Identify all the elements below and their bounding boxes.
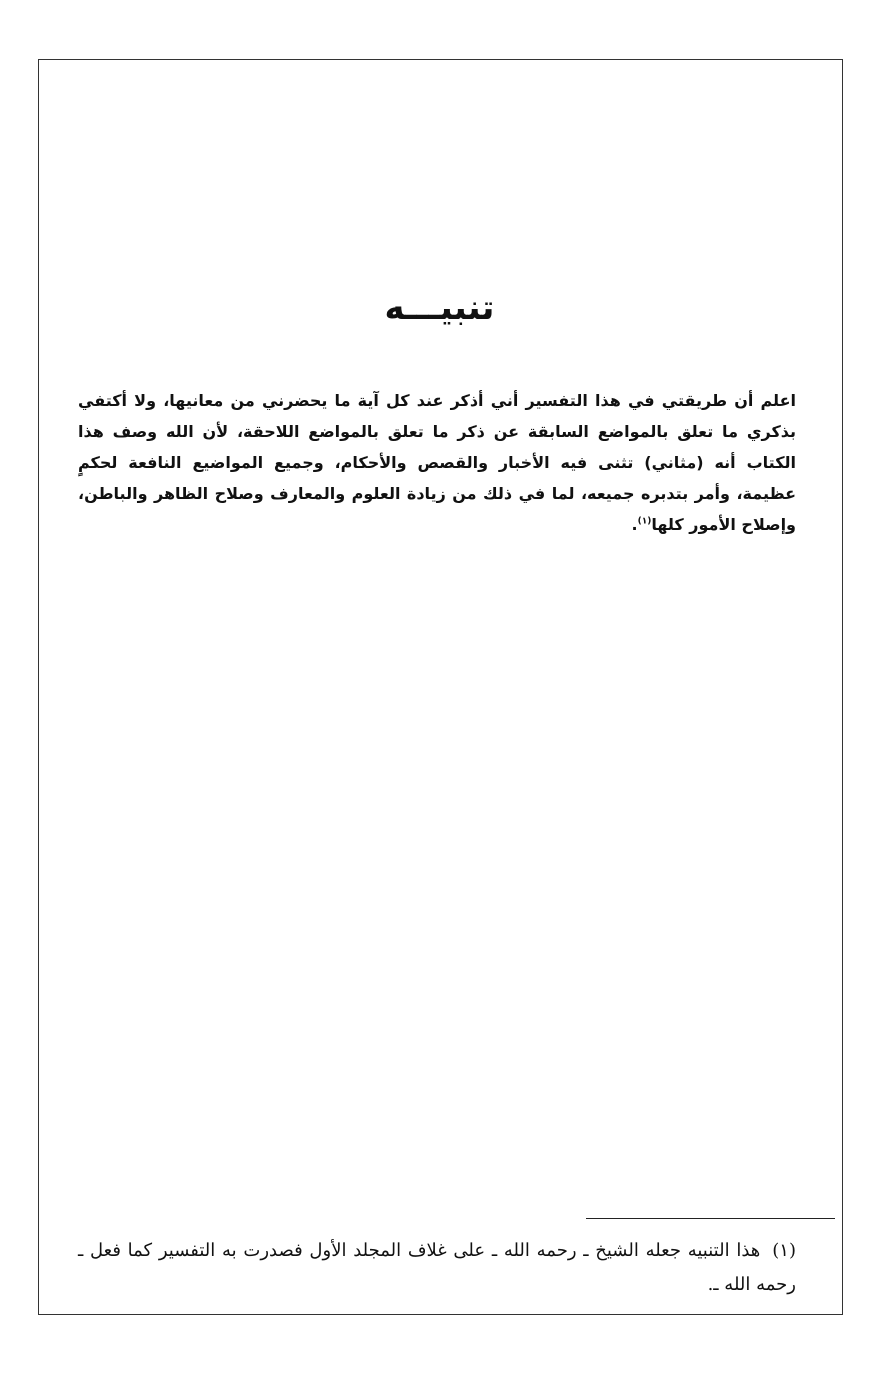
- footnote-reference: (١): [637, 516, 652, 527]
- body-text: اعلم أن طريقتي في هذا التفسير أني أذكر عند كل آية ما يحضرني من معانيها، ولا أكتفي بذكري ما تعلق بالمواضع السابقة عن ذكر ما تعلق بالمواضع اللاحقة، لأن الله وصف هذا الكتاب أنه (مثاني) تثنى فيه الأخبار والقصص والأحكام، وجميع المواضيع النافعة لحكمٍ عظيمة، وأمر بتدبره جميعه، لما في ذلك من زيادة العلوم والمعارف وصلاح الظاهر والباطن، وإصلاح الأمور كلها: [78, 391, 796, 534]
- footnote-text: هذا التنبيه جعله الشيخ ـ رحمه الله ـ على غلاف المجلد الأول فصدرت به التفسير كما فعل ـ رحمه الله ـ.: [78, 1240, 796, 1295]
- body-end-punctuation: .: [631, 515, 638, 534]
- footnote-marker: (١): [772, 1240, 796, 1261]
- footnote-divider: [586, 1218, 835, 1219]
- body-paragraph: [78, 385, 796, 540]
- page-frame: [38, 59, 843, 1315]
- page-title: تنبيـــه: [384, 288, 495, 328]
- footnote: [78, 1234, 796, 1302]
